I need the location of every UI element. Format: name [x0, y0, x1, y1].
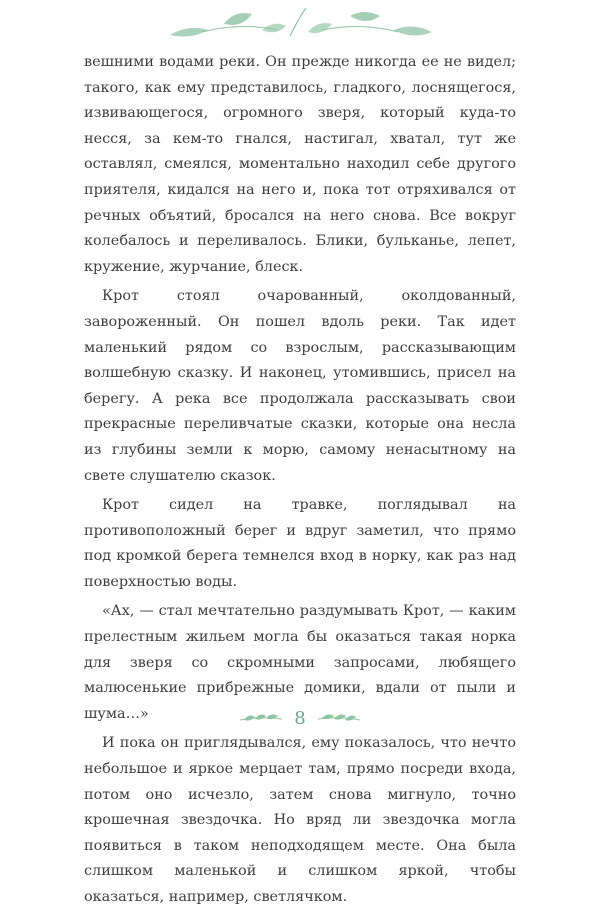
leaf-sprig-icon	[238, 710, 284, 726]
paragraph: Крот сидел на травке, поглядывал на противоположный берег и вдруг заметил, что прямо под кромкой берега темнелся вход в норку, как раз над поверхностью воды.	[84, 497, 516, 590]
body-text	[84, 50, 516, 911]
page-footer	[0, 700, 600, 736]
paragraph: вешними водами реки. Он прежде никогда ее не видел; такого, как ему представилось, гладкого, лоснящегося, извивающегося, огромного зверя, который куда-то несся, за кем-то гнался, настигал, хватал, тут же оставлял, смеялся, моментально находил себе другого приятеля, кидался на него и, пока тот отряхивался от речных объятий, бросался на него снова. Все вокруг колебалось и переливалось. Блики, бульканье, лепет, кружение, журчание, блеск.	[84, 54, 516, 275]
page-number: 8	[294, 707, 306, 729]
paragraph: Крот стоял очарованный, околдованный, завороженный. Он пошел вдоль реки. Так идет маленький рядом со взрослым, рассказывающим волшебную сказку. И наконец, утомившись, присел на берегу. А река все продолжала рассказывать свои прекрасные переливчатые сказки, которые она несла из глубины земли к морю, самому ненасытному на свете слушателю сказок.	[84, 288, 516, 484]
leaf-sprig-icon	[316, 710, 362, 726]
paragraph: «Ах, — стал мечтательно раздумывать Крот, — каким прелестным жильем могла бы оказаться такая норка для зверя со скромными запросами, любящего малюсенькие прибрежные домики, вдали от пыли и шума…»	[84, 603, 516, 722]
leaf-vine-ornament-icon	[150, 2, 450, 46]
paragraph: И пока он приглядывался, ему показалось, что нечто небольшое и яркое мерцает там, прямо посреди входа, потом оно исчезло, затем снова мигнуло, точно крошечная звездочка. Но вряд ли звездочка могла появиться в таком неподходящем месте. Она была слишком маленькой и слишком яркой, чтобы оказаться, например, светлячком.	[84, 735, 516, 905]
